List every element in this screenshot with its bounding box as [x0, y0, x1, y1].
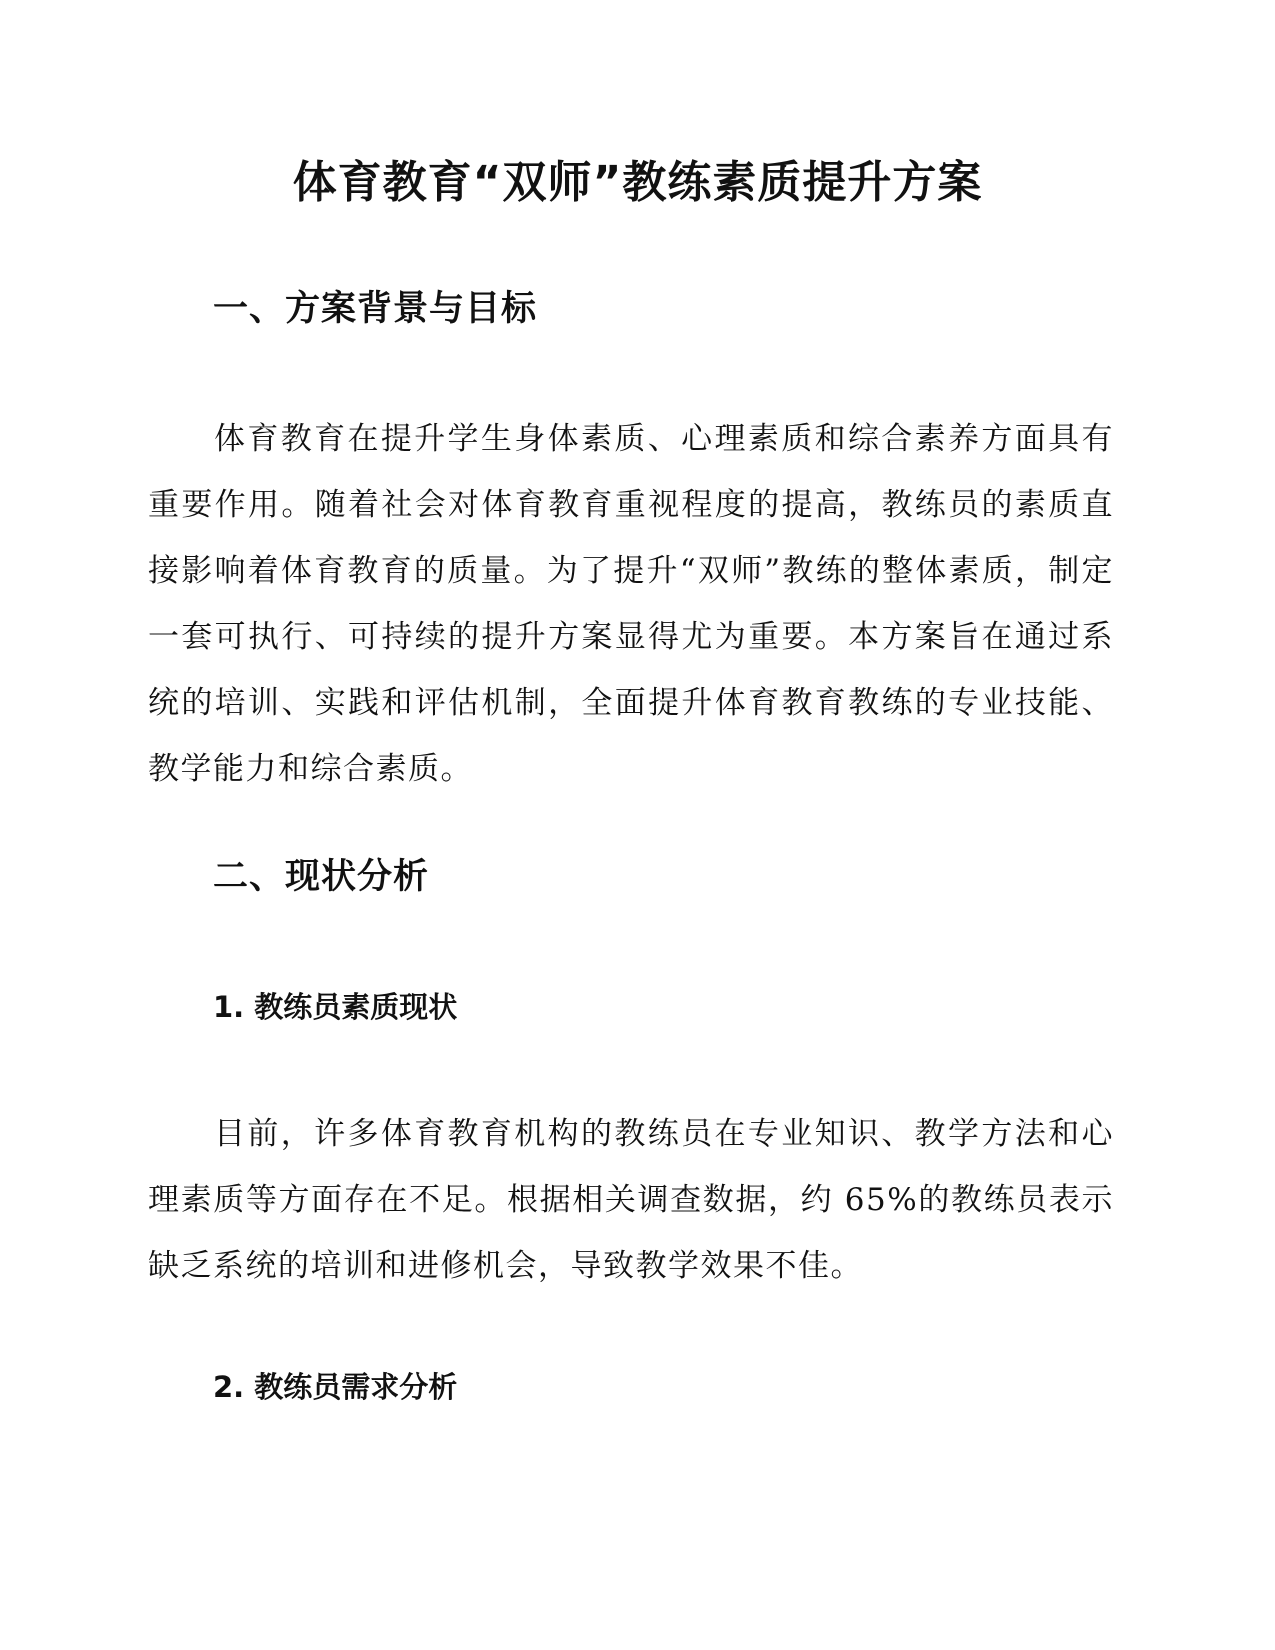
subsection-heading-coach-needs: 2. 教练员需求分析 — [213, 1370, 458, 1404]
subsection-heading-coach-status: 1. 教练员素质现状 — [213, 990, 458, 1024]
document-title: 体育教育“双师”教练素质提升方案 — [292, 157, 983, 208]
section-heading-analysis: 二、现状分析 — [213, 857, 430, 897]
section-paragraph-background: 体育教育在提升学生身体素质、心理素质和综合素养方面具有重要作用。随着社会对体育教育重视程度的提高，教练员的素质直接影响着体育教育的质量。为了提升“双师”教练的整体素质，制定一套可执行、可持续的提升方案显得尤为重要。本方案旨在通过系统的培训、实践和评估机制，全面提升体育教育教练的专业技能、教学能力和综合素质。 — [148, 421, 1114, 787]
subsection-paragraph-coach-status: 目前，许多体育教育机构的教练员在专业知识、教学方法和心理素质等方面存在不足。根据相关调查数据，约 65%的教练员表示缺乏系统的培训和进修机会，导致教学效果不佳。 — [148, 1116, 1114, 1284]
section-heading-background: 一、方案背景与目标 — [213, 289, 538, 329]
